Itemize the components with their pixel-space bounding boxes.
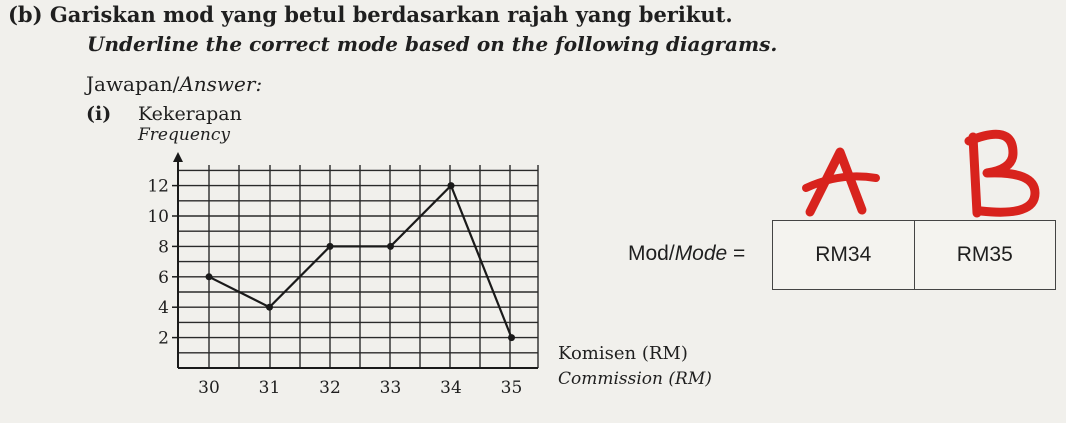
question-number: (b) bbox=[8, 2, 43, 27]
y-tick-label: 2 bbox=[158, 328, 169, 349]
x-tick-label: 32 bbox=[319, 378, 341, 398]
chart-axes bbox=[173, 152, 538, 368]
handwritten-b bbox=[955, 125, 1055, 220]
x-axis-label-en: Commission (RM) bbox=[558, 369, 712, 389]
x-tick-label: 33 bbox=[379, 378, 402, 398]
x-tick-label: 35 bbox=[500, 378, 523, 398]
y-axis-label-en: Frequency bbox=[138, 125, 230, 145]
answer-label-ms: Jawapan/ bbox=[86, 72, 180, 96]
y-axis-arrow bbox=[173, 152, 183, 162]
data-point bbox=[266, 304, 273, 311]
chart-ticks bbox=[147, 177, 522, 398]
part-number: (i) bbox=[86, 103, 112, 125]
y-tick-label: 12 bbox=[147, 176, 169, 197]
mode-options-table bbox=[772, 220, 1056, 290]
data-point bbox=[448, 182, 455, 189]
handwritten-a bbox=[800, 140, 890, 220]
mode-label bbox=[628, 242, 745, 266]
y-tick-label: 4 bbox=[158, 298, 169, 319]
x-tick-label: 34 bbox=[440, 378, 462, 398]
question-text-ms: Gariskan mod yang betul berdasarkan rajah yang berikut. bbox=[49, 2, 733, 27]
data-point bbox=[508, 334, 515, 341]
mode-label-prefix: Mod/ bbox=[628, 242, 675, 265]
x-tick-label: 30 bbox=[198, 378, 220, 398]
data-point bbox=[387, 243, 394, 250]
mode-option-rm34[interactable]: RM34 bbox=[815, 243, 872, 266]
mode-label-suffix: = bbox=[727, 242, 746, 265]
y-tick-label: 6 bbox=[158, 267, 169, 288]
question-text-en: Underline the correct mode based on the following diagrams. bbox=[87, 32, 778, 56]
data-point bbox=[206, 273, 213, 280]
mode-label-italic: Mode bbox=[674, 242, 728, 265]
data-point bbox=[327, 243, 334, 250]
x-tick-label: 31 bbox=[258, 378, 281, 398]
mode-option-rm35[interactable]: RM35 bbox=[914, 221, 1056, 289]
x-axis-label-ms: Komisen (RM) bbox=[558, 343, 688, 364]
y-axis-label-ms: Kekerapan bbox=[138, 103, 242, 125]
y-tick-label: 8 bbox=[158, 237, 169, 258]
y-tick-label: 10 bbox=[147, 207, 169, 227]
answer-label-en: Answer: bbox=[179, 72, 263, 96]
